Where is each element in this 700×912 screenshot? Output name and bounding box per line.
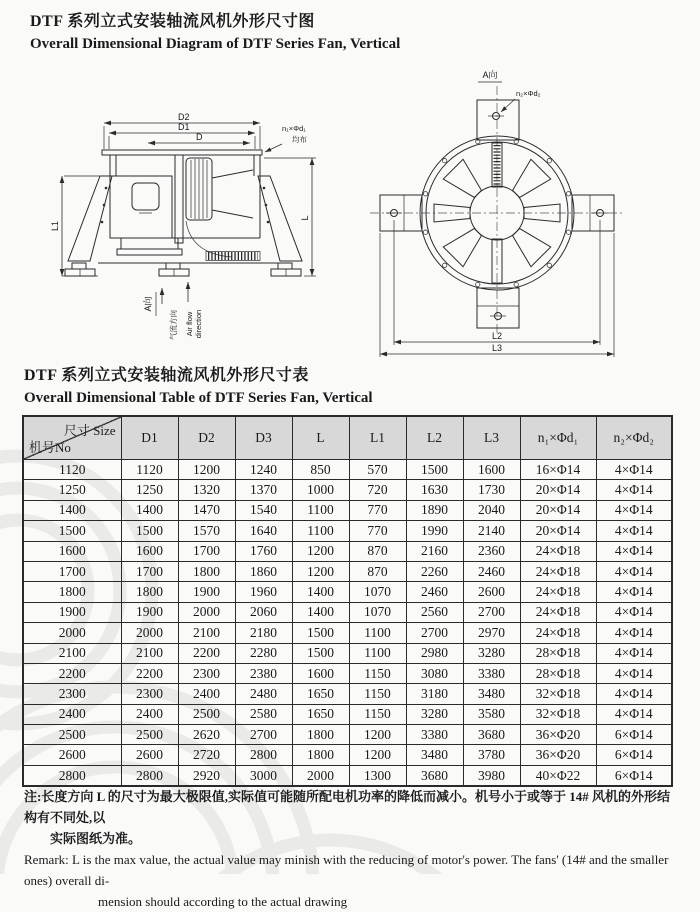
dimension-cell: 570	[349, 460, 406, 480]
dimension-cell: 2400	[178, 684, 235, 704]
dim-label-l2: L2	[491, 331, 503, 341]
dimension-cell: 1400	[121, 500, 178, 520]
dimension-cell: 1400	[292, 602, 349, 622]
dimension-cell: 1070	[349, 582, 406, 602]
dimension-cell: 32×Φ18	[520, 704, 596, 724]
dim-label-d1: D1	[178, 122, 190, 132]
diagram-title-zh: DTF 系列立式安装轴流风机外形尺寸图	[30, 13, 315, 30]
dimension-cell: 1600	[463, 460, 520, 480]
dimension-cell: 1990	[406, 521, 463, 541]
dimension-cell: 2500	[178, 704, 235, 724]
dimension-cell: 2800	[121, 765, 178, 786]
table-header-row	[23, 416, 672, 460]
dimension-cell: 850	[292, 460, 349, 480]
dimension-cell: 1370	[235, 480, 292, 500]
dimension-cell: 36×Φ20	[520, 745, 596, 765]
dimension-cell: 1730	[463, 480, 520, 500]
dimension-cell: 2700	[235, 725, 292, 745]
col-header-l: L	[292, 416, 349, 460]
dimension-cell: 3480	[463, 684, 520, 704]
dimension-table	[22, 415, 673, 787]
remarks-block	[24, 786, 679, 912]
dimension-cell: 36×Φ20	[520, 725, 596, 745]
dimension-cell: 2970	[463, 623, 520, 643]
dimension-cell: 1100	[349, 623, 406, 643]
dim-label-d: D	[196, 132, 203, 142]
dimension-cell: 2800	[235, 745, 292, 765]
dimension-cell: 4×Φ14	[596, 460, 672, 480]
dimension-cell: 28×Φ18	[520, 663, 596, 683]
dimension-cell: 20×Φ14	[520, 480, 596, 500]
dimension-cell: 6×Φ14	[596, 745, 672, 765]
dimension-cell: 1900	[178, 582, 235, 602]
dimension-cell: 4×Φ14	[596, 561, 672, 581]
dimension-cell: 1200	[349, 725, 406, 745]
dimension-cell: 1100	[292, 521, 349, 541]
dimension-cell: 1650	[292, 684, 349, 704]
front-view-drawing	[370, 69, 624, 357]
dimension-cell: 1700	[178, 541, 235, 561]
dimension-cell: 2000	[178, 602, 235, 622]
dimension-cell: 3780	[463, 745, 520, 765]
col-header-l2: L2	[406, 416, 463, 460]
fan-no-cell: 2600	[23, 745, 121, 765]
dimension-cell: 1860	[235, 561, 292, 581]
dimension-cell: 2400	[121, 704, 178, 724]
table-row	[23, 602, 672, 622]
table-row	[23, 561, 672, 581]
dimension-cell: 28×Φ18	[520, 643, 596, 663]
dimension-cell: 4×Φ14	[596, 643, 672, 663]
fan-no-cell: 1900	[23, 602, 121, 622]
dimension-cell: 2580	[235, 704, 292, 724]
dimension-cell: 2460	[406, 582, 463, 602]
dimension-cell: 24×Φ18	[520, 561, 596, 581]
airflow-label-en2: direction	[194, 309, 203, 339]
dimension-cell: 1760	[235, 541, 292, 561]
fan-no-cell: 2800	[23, 765, 121, 786]
dimension-cell: 4×Φ14	[596, 602, 672, 622]
fan-no-cell: 1600	[23, 541, 121, 561]
airflow-label-zh: 气流方向	[169, 310, 178, 340]
dimension-cell: 20×Φ14	[520, 521, 596, 541]
dimension-cell: 720	[349, 480, 406, 500]
fan-no-cell: 2400	[23, 704, 121, 724]
dimension-cell: 2720	[178, 745, 235, 765]
dimension-cell: 1100	[349, 643, 406, 663]
dimension-cell: 1070	[349, 602, 406, 622]
col-header-d2: D2	[178, 416, 235, 460]
dimension-cell: 2300	[178, 663, 235, 683]
dim-label-l: L	[300, 215, 310, 221]
dimension-cell: 1470	[178, 500, 235, 520]
fan-no-cell: 2200	[23, 663, 121, 683]
dimension-cell: 2060	[235, 602, 292, 622]
dimension-cell: 3380	[463, 663, 520, 683]
front-bolt-label: n₂×Φd₂	[516, 89, 541, 98]
dimension-cell: 1500	[406, 460, 463, 480]
dimension-cell: 3480	[406, 745, 463, 765]
dimension-cell: 1960	[235, 582, 292, 602]
dimension-cell: 770	[349, 500, 406, 520]
dimension-cell: 2000	[121, 623, 178, 643]
dimension-cell: 2380	[235, 663, 292, 683]
fan-drawings-svg	[20, 58, 680, 358]
dimension-cell: 1120	[121, 460, 178, 480]
table-row	[23, 521, 672, 541]
dimension-cell: 24×Φ18	[520, 541, 596, 561]
dimension-cell: 1400	[292, 582, 349, 602]
remark-en-line1: Remark: L is the max value, the actual value may minish with the reducing of motor's power. The fans' (14# and the smaller ones) overall di-	[24, 852, 669, 889]
col-header-d1: D1	[121, 416, 178, 460]
airflow-label-en1: Air flow	[185, 311, 194, 337]
dimension-cell: 3380	[406, 725, 463, 745]
dimension-cell: 1800	[292, 725, 349, 745]
dimension-cell: 2560	[406, 602, 463, 622]
corner-label-size: 尺寸 Size	[63, 423, 116, 438]
table-row	[23, 745, 672, 765]
dimension-cell: 4×Φ14	[596, 684, 672, 704]
dimension-cell: 2200	[121, 663, 178, 683]
table-title-en: Overall Dimensional Table of DTF Series Fan, Vertical	[24, 390, 373, 406]
col-header-d3: D3	[235, 416, 292, 460]
dimension-cell: 2100	[178, 623, 235, 643]
dimension-cell: 2980	[406, 643, 463, 663]
fan-no-cell: 2100	[23, 643, 121, 663]
table-row	[23, 541, 672, 561]
dimension-cell: 2360	[463, 541, 520, 561]
dimension-cell: 2480	[235, 684, 292, 704]
dimension-cell: 3080	[406, 663, 463, 683]
dimension-cell: 2600	[463, 582, 520, 602]
dimension-cell: 770	[349, 521, 406, 541]
table-row	[23, 725, 672, 745]
dimension-cell: 3680	[463, 725, 520, 745]
dimension-cell: 1600	[292, 663, 349, 683]
dimension-cell: 1650	[292, 704, 349, 724]
fan-no-cell: 2000	[23, 623, 121, 643]
fan-no-cell: 1800	[23, 582, 121, 602]
dimension-cell: 2180	[235, 623, 292, 643]
remark-zh-line1: 注:长度方向 L 的尺寸为最大极限值,实际值可能随所配电机功率的降低而减小。机号小于或等于 14# 风机的外形结构有不同处,以	[24, 789, 671, 826]
dimension-cell: 1700	[121, 561, 178, 581]
dimension-cell: 2920	[178, 765, 235, 786]
dimension-cell: 1200	[349, 745, 406, 765]
dimension-cell: 1300	[349, 765, 406, 786]
dimension-cell: 1150	[349, 663, 406, 683]
dimension-cell: 1600	[121, 541, 178, 561]
dimension-cell: 1640	[235, 521, 292, 541]
dimension-cell: 870	[349, 541, 406, 561]
dim-label-l3: L3	[491, 343, 503, 353]
table-row	[23, 460, 672, 480]
dimension-cell: 24×Φ18	[520, 582, 596, 602]
table-row	[23, 704, 672, 724]
dimension-cell: 1500	[292, 643, 349, 663]
corner-label-no: 机号No	[29, 440, 71, 455]
dim-label-d2: D2	[178, 112, 190, 122]
dimension-cell: 1240	[235, 460, 292, 480]
dimension-cell: 1320	[178, 480, 235, 500]
dimension-cell: 2700	[463, 602, 520, 622]
dimension-cell: 2140	[463, 521, 520, 541]
dimension-cell: 2620	[178, 725, 235, 745]
dimension-cell: 2100	[121, 643, 178, 663]
dimension-cell: 4×Φ14	[596, 500, 672, 520]
dimension-cell: 1890	[406, 500, 463, 520]
dimension-cell: 1570	[178, 521, 235, 541]
dimension-cell: 1200	[178, 460, 235, 480]
dimension-cell: 1500	[292, 623, 349, 643]
dimension-cell: 6×Φ14	[596, 725, 672, 745]
col-header-l1: L1	[349, 416, 406, 460]
dimension-cell: 4×Φ14	[596, 663, 672, 683]
table-row	[23, 480, 672, 500]
fan-no-cell: 1400	[23, 500, 121, 520]
dimension-cell: 4×Φ14	[596, 623, 672, 643]
col-header-l3: L3	[463, 416, 520, 460]
fan-no-cell: 1250	[23, 480, 121, 500]
dimension-cell: 2280	[235, 643, 292, 663]
dimension-cell: 32×Φ18	[520, 684, 596, 704]
dimension-cell: 16×Φ14	[520, 460, 596, 480]
fan-no-cell: 2500	[23, 725, 121, 745]
dimension-cell: 1250	[121, 480, 178, 500]
table-body	[23, 460, 672, 787]
dim-label-l1: L1	[50, 220, 60, 232]
side-view-drawing	[50, 112, 316, 340]
table-row	[23, 582, 672, 602]
dimension-cell: 2500	[121, 725, 178, 745]
dimension-cell: 4×Φ14	[596, 521, 672, 541]
side-bolt-label: n₁×Φd₁	[282, 124, 306, 133]
side-bolt-note: 均布	[292, 135, 307, 144]
fan-no-cell: 1700	[23, 561, 121, 581]
dimension-cell: 2000	[292, 765, 349, 786]
dimension-cell: 2700	[406, 623, 463, 643]
dimension-cell: 2600	[121, 745, 178, 765]
dimension-cell: 1200	[292, 541, 349, 561]
remark-en-line2: mension should according to the actual drawing	[98, 894, 348, 910]
dimension-cell: 3580	[463, 704, 520, 724]
dimension-cell: 4×Φ14	[596, 541, 672, 561]
table-row	[23, 765, 672, 786]
dimension-cell: 1900	[121, 602, 178, 622]
dimension-cell: 1150	[349, 684, 406, 704]
dimension-cell: 20×Φ14	[520, 500, 596, 520]
table-row	[23, 500, 672, 520]
table-corner-cell	[23, 416, 121, 460]
fan-no-cell: 1500	[23, 521, 121, 541]
dimension-cell: 3180	[406, 684, 463, 704]
dimension-cell: 1800	[178, 561, 235, 581]
table-title-block	[24, 362, 373, 407]
fan-no-cell: 1120	[23, 460, 121, 480]
dimension-cell: 24×Φ18	[520, 623, 596, 643]
dimension-cell: 3680	[406, 765, 463, 786]
dimension-cell: 2460	[463, 561, 520, 581]
dimension-cell: 2200	[178, 643, 235, 663]
dimension-cell: 6×Φ14	[596, 765, 672, 786]
dimension-cell: 1800	[121, 582, 178, 602]
dimension-cell: 2260	[406, 561, 463, 581]
dimension-cell: 1200	[292, 561, 349, 581]
table-row	[23, 623, 672, 643]
table-row	[23, 663, 672, 683]
dimension-cell: 3980	[463, 765, 520, 786]
dimension-cell: 40×Φ22	[520, 765, 596, 786]
fan-no-cell: 2300	[23, 684, 121, 704]
dimension-cell: 24×Φ18	[520, 602, 596, 622]
diagram-title-block	[30, 8, 400, 53]
dimension-cell: 2160	[406, 541, 463, 561]
dimension-cell: 3280	[406, 704, 463, 724]
table-title-zh: DTF 系列立式安装轴流风机外形尺寸表	[24, 367, 309, 384]
dimension-cell: 1500	[121, 521, 178, 541]
dimension-cell: 4×Φ14	[596, 704, 672, 724]
dimension-cell: 2300	[121, 684, 178, 704]
dimension-cell: 4×Φ14	[596, 582, 672, 602]
dimension-cell: 3280	[463, 643, 520, 663]
col-header-n2d2: n₂×Φd₂	[596, 416, 672, 460]
dimension-cell: 1800	[292, 745, 349, 765]
dimension-cell: 1540	[235, 500, 292, 520]
col-header-n1d1: n₁×Φd₁	[520, 416, 596, 460]
front-view-label-a: A向	[482, 70, 498, 80]
remark-zh-line2: 实际图纸为准。	[50, 831, 142, 847]
dimension-cell: 1000	[292, 480, 349, 500]
dimension-cell: 1100	[292, 500, 349, 520]
dimension-cell: 1150	[349, 704, 406, 724]
dimensional-diagrams	[20, 58, 680, 358]
side-view-label-a: A向	[143, 296, 153, 312]
diagram-title-en: Overall Dimensional Diagram of DTF Series Fan, Vertical	[30, 36, 401, 52]
table-row	[23, 684, 672, 704]
table-row	[23, 643, 672, 663]
dimension-cell: 2040	[463, 500, 520, 520]
dimension-cell: 870	[349, 561, 406, 581]
dimension-cell: 1630	[406, 480, 463, 500]
dimension-cell: 4×Φ14	[596, 480, 672, 500]
dimension-cell: 3000	[235, 765, 292, 786]
